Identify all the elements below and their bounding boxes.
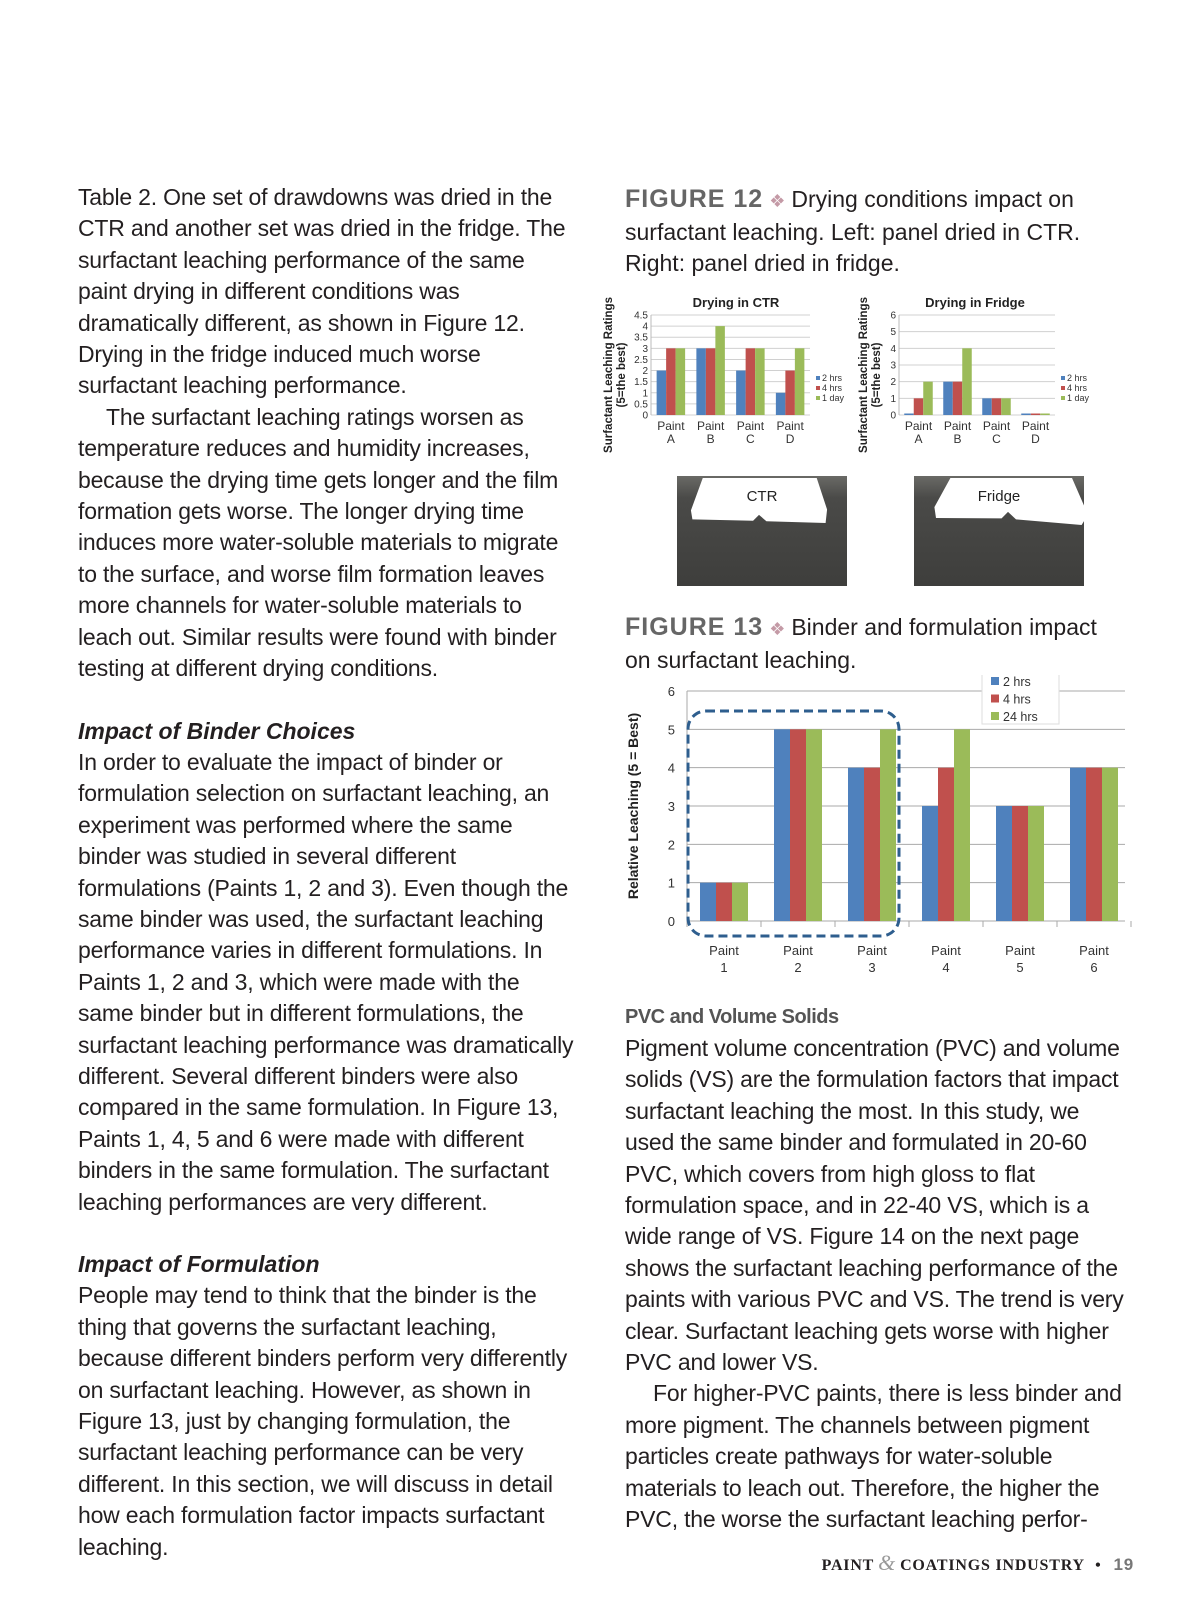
left-column <box>78 182 578 1563</box>
x-tick-label: A <box>666 432 675 446</box>
y-tick-label: 4.5 <box>634 310 648 322</box>
y-tick-label: 2.5 <box>634 354 648 366</box>
x-tick-label: Paint <box>1079 943 1109 958</box>
x-tick-label: Paint <box>857 943 887 958</box>
pvc-section <box>625 1002 1130 1536</box>
legend-swatch <box>1061 386 1065 390</box>
figure-12-chart-ctr <box>600 285 855 470</box>
publication-name-2: COATINGS INDUSTRY <box>900 1557 1085 1574</box>
figure-label: FIGURE 12 <box>625 185 764 213</box>
bar <box>1086 768 1102 921</box>
x-tick-label: Paint <box>696 419 725 433</box>
section-heading-formulation: Impact of Formulation <box>78 1251 320 1277</box>
bar <box>1031 414 1041 416</box>
x-tick-label: Paint <box>943 419 972 433</box>
bar <box>790 729 806 921</box>
y-tick-label: 3 <box>642 343 648 355</box>
legend <box>982 675 1059 724</box>
x-tick-label: Paint <box>1005 943 1035 958</box>
bullet: • <box>1095 1557 1102 1574</box>
y-tick-label: 1 <box>667 875 675 891</box>
legend-label: 4 hrs <box>1067 383 1088 393</box>
legend-swatch <box>991 712 999 720</box>
bar <box>795 348 805 415</box>
legend-swatch <box>1061 396 1065 400</box>
legend-swatch <box>1061 376 1065 380</box>
bar <box>732 883 748 921</box>
bar <box>776 393 786 415</box>
x-tick-label: 2 <box>794 960 802 975</box>
bar <box>922 806 938 921</box>
legend-label: 2 hrs <box>1003 675 1031 689</box>
legend-swatch <box>816 376 820 380</box>
bar <box>774 729 790 921</box>
y-axis-label: Surfactant Leaching Ratings(5=the best) <box>603 297 628 453</box>
legend-label: 24 hrs <box>1003 710 1038 724</box>
paragraph: People may tend to think that the binder is the thing that governs the surfactant leaching, because different binders perform very differently on surfactant leaching. However, as shown in Figure 13, just by changing formulation, the surfactant leaching performance can be very different. In this section, we will discuss in detail how each formulation factor impacts surfactant leaching. <box>78 1282 568 1560</box>
caption-text: Binder and formulation impact on surfactant leaching. <box>625 614 1097 673</box>
y-tick-label: 4 <box>667 760 675 776</box>
x-tick-label: D <box>1031 432 1040 446</box>
bar <box>1001 398 1011 415</box>
bar <box>938 768 954 921</box>
bar <box>954 729 970 921</box>
bar <box>736 371 746 415</box>
photo-fridge-panel <box>914 476 1084 586</box>
bar <box>1102 768 1118 921</box>
bar <box>1012 806 1028 921</box>
legend-swatch <box>991 695 999 703</box>
page-footer <box>822 1550 1134 1576</box>
y-tick-label: 3.5 <box>634 332 648 344</box>
y-tick-label: 5 <box>667 722 675 738</box>
y-tick-label: 0 <box>667 914 675 929</box>
publication-name: PAINT <box>821 1557 875 1574</box>
paragraph: For higher-PVC paints, there is less binder and more pigment. The channels between pigment particles create pathways for water-soluble materials to leach out. Therefore, the higher the PVC, the worse the surfactant leaching perfor- <box>625 1380 1122 1533</box>
legend-label: 4 hrs <box>822 383 843 393</box>
legend-swatch <box>816 396 820 400</box>
y-tick-label: 4 <box>642 321 648 333</box>
figure-12-chart-fridge <box>855 285 1100 470</box>
x-tick-label: B <box>953 432 962 446</box>
legend-swatch <box>991 677 999 685</box>
x-tick-label: C <box>746 432 755 446</box>
bar <box>953 382 963 415</box>
caption-text: Drying conditions impact on surfactant leaching. Left: panel dried in CTR. Right: panel dried in fridge. <box>625 186 1081 276</box>
bar <box>806 729 822 921</box>
x-tick-label: 5 <box>1016 960 1024 975</box>
x-tick-label: Paint <box>931 943 961 958</box>
bar <box>716 883 732 921</box>
bar <box>715 326 725 415</box>
bar <box>864 768 880 921</box>
paragraph: Table 2. One set of drawdowns was dried in the CTR and another set was dried in the fridge. The surfactant leaching performance of the same paint drying in different conditions was dramatically different, as shown in Figure 12. Drying in the fridge induced much worse surfactant leaching performance. <box>78 184 566 399</box>
chart-title: Drying in CTR <box>692 295 780 310</box>
bar <box>746 348 756 415</box>
section-heading-pvc: PVC and Volume Solids <box>625 1006 839 1028</box>
y-tick-label: 4 <box>890 343 896 355</box>
figure-13-chart <box>620 675 1135 985</box>
x-tick-label: Paint <box>657 419 685 433</box>
y-tick-label: 3 <box>890 360 896 372</box>
bar <box>657 371 667 415</box>
bar <box>914 398 924 415</box>
bar <box>706 348 716 415</box>
bar <box>848 768 864 921</box>
ampersand: & <box>878 1550 897 1575</box>
x-tick-label: B <box>706 432 715 446</box>
legend-swatch <box>816 386 820 390</box>
legend-label: 2 hrs <box>822 373 843 383</box>
y-tick-label: 1 <box>642 388 648 400</box>
bar <box>700 883 716 921</box>
bar <box>962 348 972 415</box>
x-tick-label: 4 <box>942 960 950 975</box>
bar <box>943 382 953 415</box>
y-axis-label: Surfactant Leaching Ratings(5=the best) <box>858 297 883 453</box>
y-tick-label: 5 <box>890 327 896 339</box>
bar <box>880 729 896 921</box>
y-tick-label: 2 <box>642 366 648 378</box>
bar <box>785 371 795 415</box>
legend-label: 1 day <box>1067 393 1090 403</box>
bar <box>1028 806 1044 921</box>
paragraph: Pigment volume concentration (PVC) and volume solids (VS) are the formulation factors that impact surfactant leaching the most. In this study, we used the same binder and formulated in 20-60 PVC, which covers from high gloss to flat formulation space, and in 22-40 VS, which is a wide range of VS. Figure 14 on the next page shows the surfactant leaching performance of the paints with various PVC and VS. The trend is very clear. Surfactant leaching gets worse with higher PVC and lower VS. <box>625 1035 1124 1376</box>
y-tick-label: 2 <box>667 837 675 853</box>
bar <box>1040 414 1050 416</box>
chart-title: Drying in Fridge <box>925 295 1025 310</box>
y-tick-label: 3 <box>667 799 675 814</box>
legend-label: 2 hrs <box>1067 373 1088 383</box>
right-column <box>625 182 1125 279</box>
x-tick-label: 3 <box>868 960 876 975</box>
x-tick-label: Paint <box>709 943 739 958</box>
bar <box>1021 414 1031 416</box>
legend-label: 1 day <box>822 393 845 403</box>
bar <box>904 414 914 416</box>
diamond-icon: ❖ <box>769 191 786 211</box>
x-tick-label: Paint <box>1021 419 1050 433</box>
figure-13-caption <box>625 612 1125 676</box>
x-tick-label: Paint <box>904 419 933 433</box>
page-number: 19 <box>1113 1555 1134 1574</box>
legend-label: 4 hrs <box>1003 692 1031 707</box>
x-tick-label: Paint <box>776 419 804 433</box>
photo-label: Fridge <box>977 488 1021 505</box>
y-tick-label: 6 <box>667 684 675 699</box>
x-tick-label: C <box>992 432 1001 446</box>
bar <box>982 398 992 415</box>
x-tick-label: A <box>914 432 923 446</box>
bar <box>1070 768 1086 921</box>
bar <box>923 382 933 415</box>
bar <box>755 348 765 415</box>
photo-ctr-panel <box>677 476 847 586</box>
x-tick-label: 6 <box>1090 960 1098 975</box>
section-heading-binder: Impact of Binder Choices <box>78 717 356 744</box>
y-tick-label: 1 <box>890 393 896 405</box>
figure-12-caption <box>625 184 1125 279</box>
figure-label: FIGURE 13 <box>625 613 764 641</box>
y-tick-label: 0.5 <box>634 399 648 411</box>
x-tick-label: Paint <box>736 419 765 433</box>
paragraph: The surfactant leaching ratings worsen as temperature reduces and humidity increases, because the drying time gets longer and the film formation gets worse. The longer drying time induces more water-soluble materials to migrate to the surface, and worse film formation leaves more channels for water-soluble materials to leach out. Similar results were found with binder testing at different drying conditions. <box>78 403 559 682</box>
bar <box>676 348 686 415</box>
y-tick-label: 0 <box>890 410 896 422</box>
y-tick-label: 0 <box>642 410 648 422</box>
x-tick-label: Paint <box>982 419 1011 433</box>
bar <box>666 348 676 415</box>
bar <box>992 398 1002 415</box>
diamond-icon: ❖ <box>769 619 786 639</box>
y-axis-label: Relative Leaching (5 = Best) <box>625 712 641 900</box>
x-tick-label: D <box>785 432 795 446</box>
photo-label: CTR <box>746 488 778 505</box>
x-tick-label: 1 <box>720 960 728 975</box>
y-tick-label: 1.5 <box>634 377 648 389</box>
paragraph: In order to evaluate the impact of binder or formulation selection on surfactant leaching, an experiment was performed where the same binder was studied in several different formulations (Paints 1, 2 and 3). Even though the same binder was used, the surfactant leaching performance varies in different formulations. In Paints 1, 2 and 3, which were made with the same binder but in different formulations, the surfactant leaching performance was dramatically different. Several different binders were also compared in the same formulation. In Figure 13, Paints 1, 4, 5 and 6 were made with different binders in the same formulation. The surfactant leaching performances are very different. <box>78 748 574 1215</box>
y-tick-label: 6 <box>890 310 896 322</box>
bar <box>696 348 706 415</box>
x-tick-label: Paint <box>783 943 813 958</box>
y-tick-label: 2 <box>890 377 896 389</box>
bar <box>996 806 1012 921</box>
